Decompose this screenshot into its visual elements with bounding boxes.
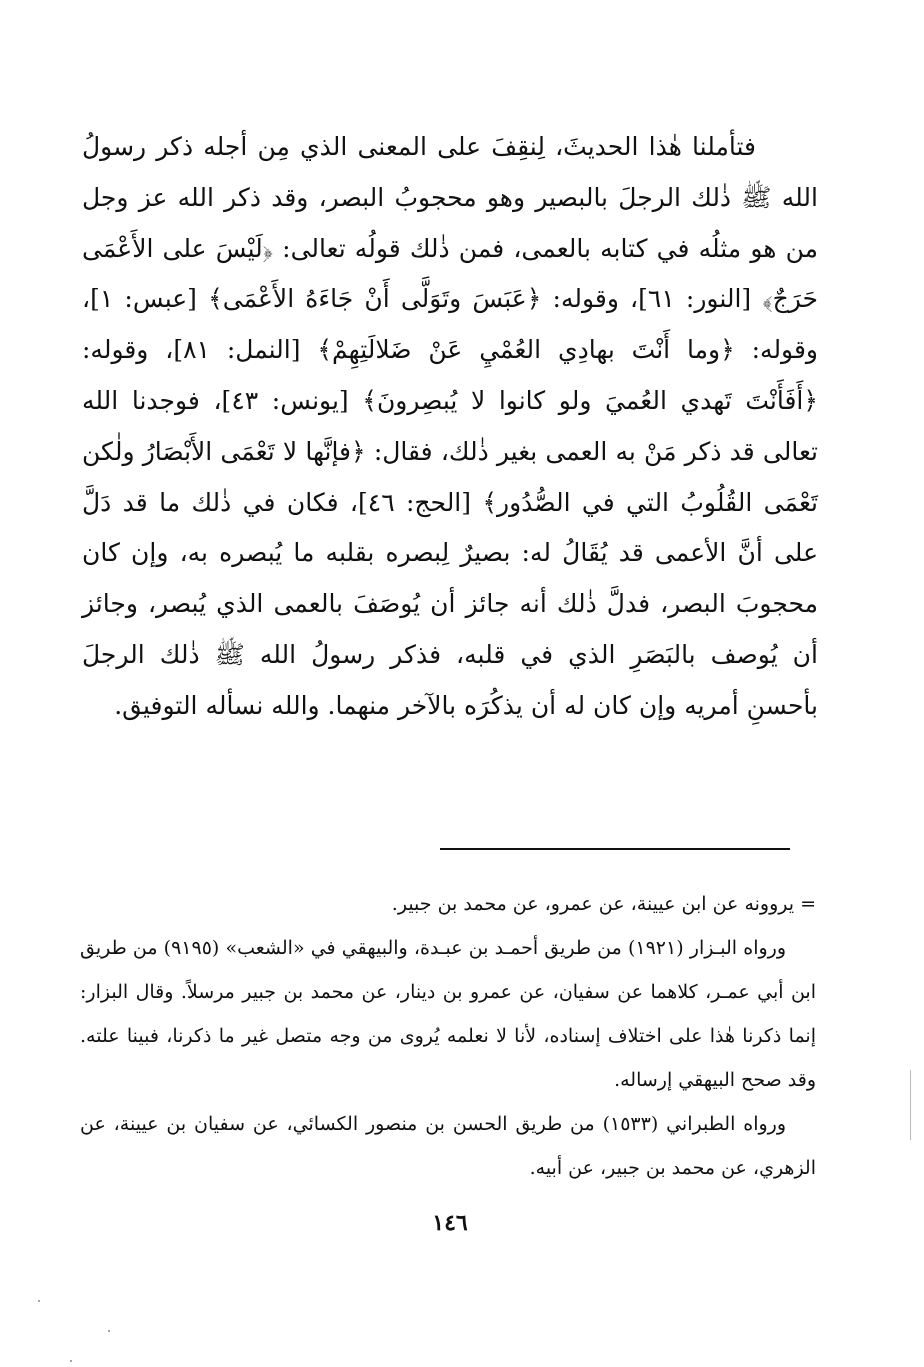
scan-edge-mark [910, 1070, 911, 1140]
footnote-bazzar: ورواه البـزار (١٩٢١) من طريق أحمـد بن عبـدة، والبيهقي في «الشعب» (٩١٩٥) من طريق ابن أبي عمـر، كلاهما عن سفيان، عن عمرو بن دينار، عن محمد بن جبير مرسلاً. وقال البزار: إنما ذكرنا هٰذا على اختلاف إسناده، لأنا لا نعلمه يُروى من وجه متصل غير ما ذكرنا، فبينا علته. وقد صحح البيهقي إرساله. [80, 937, 816, 1091]
main-paragraph: فتأملنا هٰذا الحديثَ، لِنقِفَ على المعنى الذي مِن أجله ذكر رسولُ الله ﷺ ذٰلك الرجلَ بالبصير وهو محجوبُ البصر، وقد ذكر الله عز وجل من هو مثلُه في كتابه بالعمى، فمن ذٰلك قولُه تعالى: ﴿لَيْسَ على الأَعْمَى حَرَجٌ﴾ [النور: ٦١]، وقوله: ﴿عَبَسَ وتَوَلَّى أَنْ جَاءَهُ الأَعْمَى﴾ [عبس: ١]، وقوله: ﴿وما أَنْتَ بهادِي العُمْيِ عَنْ ضَلالَتِهِمْ﴾ [النمل: ٨١]، وقوله: ﴿أَفَأَنْتَ تَهدي العُميَ ولو كانوا لا يُبصِرونَ﴾ [يونس: ٤٣]، فوجدنا الله تعالى قد ذكر مَنْ به العمى بغير ذٰلك، فقال: ﴿فإنَّها لا تَعْمَى الأَبْصَارُ ولٰكن تَعْمَى القُلُوبُ التي في الصُّدُور﴾ [الحج: ٤٦]، فكان في ذٰلك ما قد دَلَّ على أنَّ الأعمى قد يُقَالُ له: بصيرٌ لِبصره بقلبه ما يُبصره به، وإن كان محجوبَ البصر، فدلَّ ذٰلك أنه جائز أن يُوصَفَ بالعمى الذي يُبصر، وجائز أن يُوصف بالبَصَرِ الذي في قلبه، فذكر رسولُ الله ﷺ ذٰلك الرجلَ بأحسنِ أمريه وإن كان له أن يذكُرَه بالآخر منهما. والله نسأله التوفيق. [82, 132, 819, 720]
footnotes-block [80, 882, 816, 1190]
page-number: ١٤٦ [432, 1210, 468, 1236]
scan-speck [108, 1330, 110, 1332]
scan-speck [70, 1360, 72, 1362]
footnote-continuation: = يروونه عن ابن عيينة، عن عمرو، عن محمد بن جبير. [391, 893, 816, 915]
footnote-divider [440, 848, 790, 850]
footnote-tabarani: ورواه الطبراني (١٥٣٣) من طريق الحسن بن منصور الكسائي، عن سفيان بن عيينة، عن الزهري، عن محمد بن جبير، عن أبيه. [80, 1113, 816, 1179]
scan-speck [38, 1300, 40, 1302]
main-text-block [82, 122, 818, 732]
